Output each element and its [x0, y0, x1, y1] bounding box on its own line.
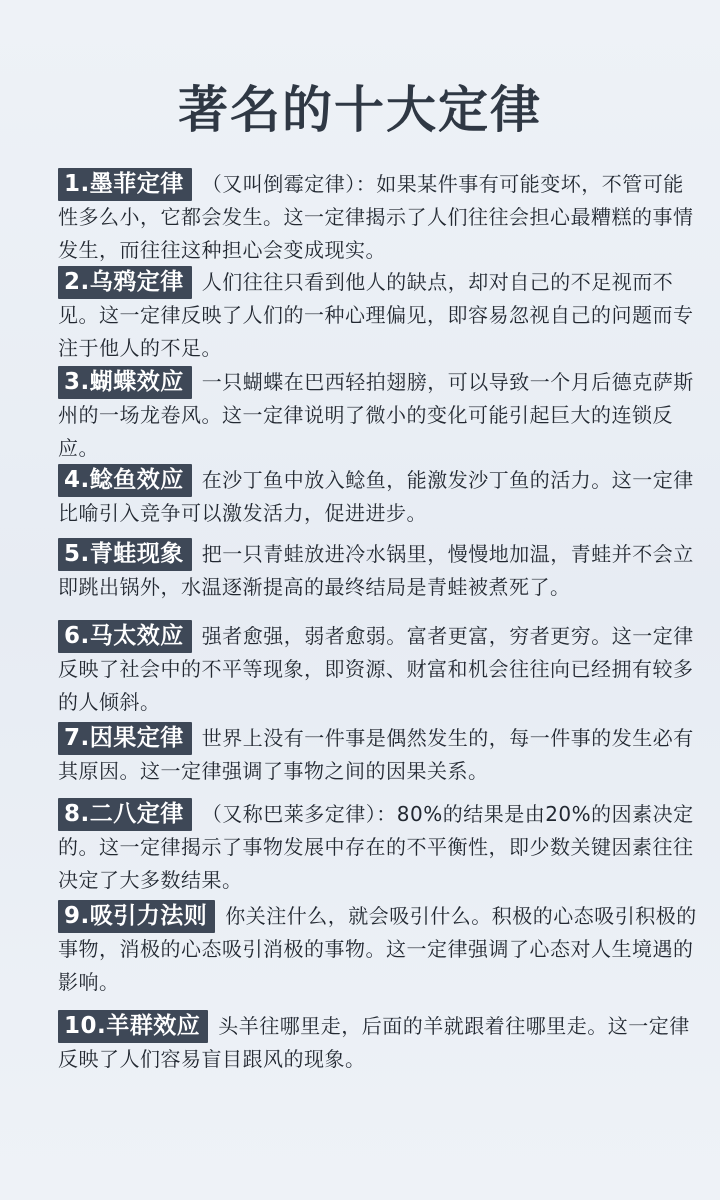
law-item-5: [58, 538, 698, 604]
law-name-tag: 8.二八定律: [58, 798, 192, 831]
law-item-6: [58, 620, 698, 719]
law-item-3: [58, 366, 698, 465]
law-name-tag: 6.马太效应: [58, 620, 192, 653]
law-name-tag: 2.乌鸦定律: [58, 266, 192, 299]
law-name-tag: 1.墨菲定律: [58, 168, 192, 201]
page-title: 著名的十大定律: [178, 81, 542, 139]
law-item-1: [58, 168, 698, 267]
law-description: 强者愈强，弱者愈弱。富者更富，穷者更穷。这一定律反映了社会中的不平等现象，即资源、财富和机会往往向已经拥有较多的人倾斜。: [58, 624, 694, 714]
law-item-10: [58, 1010, 698, 1076]
law-description: （又叫倒霉定律）：如果某件事有可能变坏，不管可能性多么小，它都会发生。这一定律揭示了人们往往会担心最糟糕的事情发生，而往往这种担心会变成现实。: [58, 172, 694, 262]
law-description: 一只蝴蝶在巴西轻拍翅膀，可以导致一个月后德克萨斯州的一场龙卷风。这一定律说明了微小的变化可能引起巨大的连锁反应。: [58, 370, 694, 460]
law-name-tag: 4.鲶鱼效应: [58, 464, 192, 497]
law-item-4: [58, 464, 698, 530]
law-name-tag: 5.青蛙现象: [58, 538, 192, 571]
law-description: 把一只青蛙放进冷水锅里，慢慢地加温，青蛙并不会立即跳出锅外，水温逐渐提高的最终结局是青蛙被煮死了。: [58, 542, 694, 599]
law-description: （又称巴莱多定律）：80%的结果是由20%的因素决定的。这一定律揭示了事物发展中存在的不平衡性，即少数关键因素往往决定了大多数结果。: [58, 802, 694, 892]
law-description: 人们往往只看到他人的缺点，却对自己的不足视而不见。这一定律反映了人们的一种心理偏见，即容易忽视自己的问题而专注于他人的不足。: [58, 270, 694, 360]
law-name-tag: 9.吸引力法则: [58, 900, 215, 933]
law-description: 你关注什么，就会吸引什么。积极的心态吸引积极的事物，消极的心态吸引消极的事物。这一定律强调了心态对人生境遇的影响。: [58, 904, 697, 994]
law-description: 世界上没有一件事是偶然发生的，每一件事的发生必有其原因。这一定律强调了事物之间的因果关系。: [58, 726, 694, 783]
law-item-2: [58, 266, 698, 365]
law-item-9: [58, 900, 698, 999]
law-description: 在沙丁鱼中放入鲶鱼，能激发沙丁鱼的活力。这一定律比喻引入竞争可以激发活力，促进进步。: [58, 468, 694, 525]
law-name-tag: 7.因果定律: [58, 722, 192, 755]
law-name-tag: 3.蝴蝶效应: [58, 366, 192, 399]
law-item-8: [58, 798, 698, 897]
law-description: 头羊往哪里走，后面的羊就跟着往哪里走。这一定律反映了人们容易盲目跟风的现象。: [58, 1014, 690, 1071]
law-item-7: [58, 722, 698, 788]
law-name-tag: 10.羊群效应: [58, 1010, 208, 1043]
